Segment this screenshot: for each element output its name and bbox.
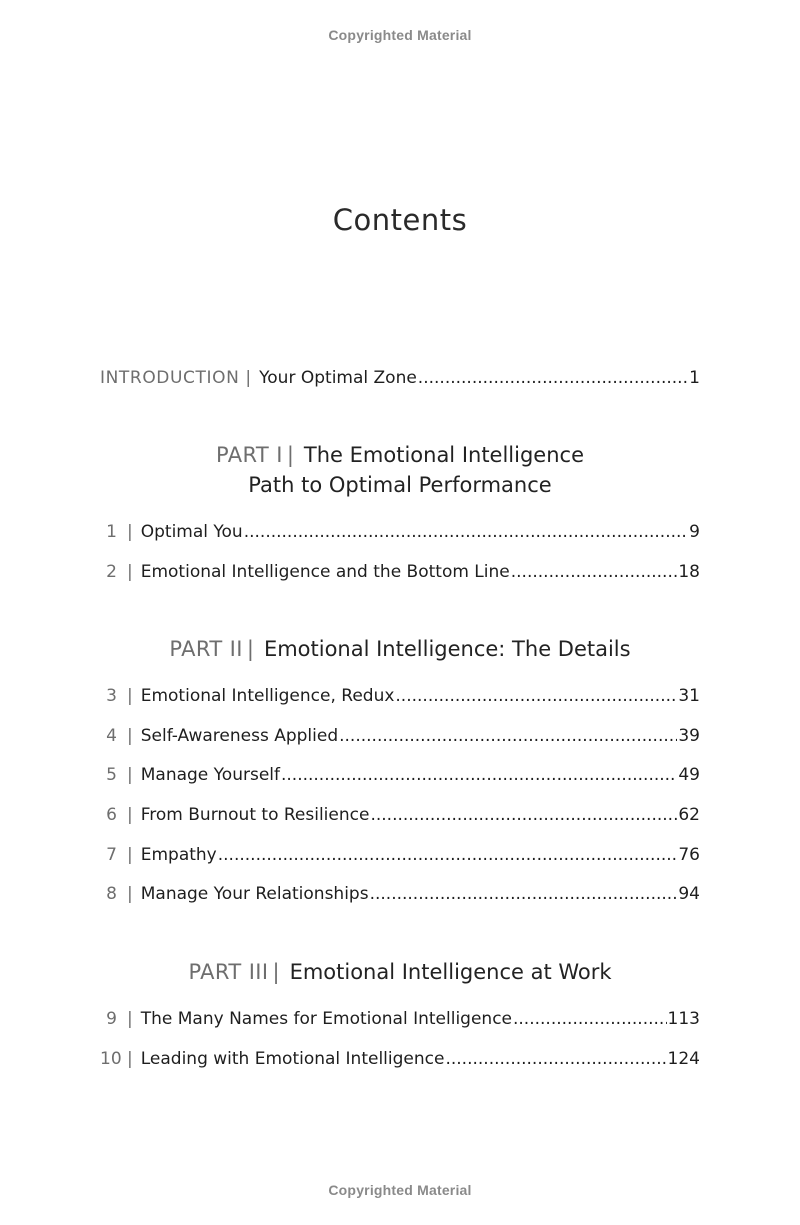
introduction-page-number: 1 bbox=[689, 368, 700, 388]
chapter-number: 6 bbox=[106, 805, 117, 825]
toc-chapter-6[interactable] bbox=[100, 805, 700, 829]
chapter-separator: | bbox=[127, 845, 133, 865]
dot-leader bbox=[513, 1009, 667, 1029]
part-title: Emotional Intelligence: The Details bbox=[263, 637, 631, 661]
chapter-page-number: 31 bbox=[678, 686, 700, 706]
chapter-title: The Many Names for Emotional Intelligence bbox=[140, 1009, 512, 1029]
part-title-line2: Path to Optimal Performance bbox=[248, 473, 552, 497]
page-title: Contents bbox=[332, 203, 468, 237]
chapter-title: Manage Yourself bbox=[140, 765, 280, 785]
chapter-page-number: 39 bbox=[678, 726, 700, 746]
chapter-separator: | bbox=[127, 1009, 133, 1029]
chapter-number: 9 bbox=[106, 1009, 117, 1029]
toc-chapter-9[interactable] bbox=[100, 1009, 700, 1033]
chapter-number: 7 bbox=[106, 845, 117, 865]
chapter-number: 8 bbox=[106, 884, 117, 904]
chapter-page-number: 113 bbox=[667, 1009, 700, 1029]
toc-chapter-8[interactable] bbox=[100, 884, 700, 908]
part-title: Emotional Intelligence at Work bbox=[289, 960, 612, 984]
copyright-watermark-top: Copyrighted Material bbox=[328, 27, 472, 43]
chapter-page-number: 94 bbox=[678, 884, 700, 904]
chapter-title: From Burnout to Resilience bbox=[140, 805, 370, 825]
part-label: PART II bbox=[169, 637, 243, 661]
toc-introduction-entry[interactable] bbox=[100, 368, 700, 388]
dot-leader bbox=[395, 686, 677, 706]
dot-leader bbox=[218, 845, 678, 865]
chapter-number: 1 bbox=[106, 522, 117, 542]
chapter-separator: | bbox=[127, 686, 133, 706]
chapter-number: 10 bbox=[100, 1049, 122, 1069]
introduction-label: INTRODUCTION bbox=[100, 368, 240, 388]
chapter-title: Manage Your Relationships bbox=[140, 884, 369, 904]
part-title: The Emotional Intelligence bbox=[303, 443, 585, 467]
toc-chapter-4[interactable] bbox=[100, 726, 700, 750]
chapter-separator: | bbox=[127, 805, 133, 825]
part-separator: | bbox=[272, 960, 280, 984]
dot-leader bbox=[244, 522, 688, 542]
chapter-page-number: 62 bbox=[678, 805, 700, 825]
dot-leader bbox=[339, 726, 677, 746]
copyright-watermark-bottom: Copyrighted Material bbox=[328, 1182, 472, 1198]
chapter-separator: | bbox=[127, 1049, 133, 1069]
chapter-title: Emotional Intelligence and the Bottom Line bbox=[140, 562, 510, 582]
dot-leader bbox=[445, 1049, 666, 1069]
dot-leader bbox=[370, 884, 678, 904]
chapter-title: Empathy bbox=[140, 845, 217, 865]
chapter-number: 5 bbox=[106, 765, 117, 785]
chapter-page-number: 18 bbox=[678, 562, 700, 582]
chapter-page-number: 124 bbox=[667, 1049, 700, 1069]
chapter-number: 2 bbox=[106, 562, 117, 582]
chapter-title: Leading with Emotional Intelligence bbox=[140, 1049, 445, 1069]
toc-chapter-1[interactable] bbox=[100, 522, 700, 546]
part-separator: | bbox=[286, 443, 294, 467]
chapter-number: 3 bbox=[106, 686, 117, 706]
toc-chapter-10[interactable] bbox=[100, 1049, 700, 1073]
toc-chapter-2[interactable] bbox=[100, 562, 700, 586]
toc-chapter-7[interactable] bbox=[100, 845, 700, 869]
chapter-page-number: 49 bbox=[678, 765, 700, 785]
chapter-separator: | bbox=[127, 726, 133, 746]
dot-leader bbox=[511, 562, 678, 582]
chapter-title: Self-Awareness Applied bbox=[140, 726, 339, 746]
part-label: PART I bbox=[215, 443, 283, 467]
chapter-number: 4 bbox=[106, 726, 117, 746]
part-label: PART III bbox=[188, 960, 269, 984]
chapter-separator: | bbox=[127, 884, 133, 904]
part-3-heading bbox=[0, 957, 800, 987]
part-1-heading bbox=[0, 440, 800, 500]
toc-chapter-3[interactable] bbox=[100, 686, 700, 710]
chapter-separator: | bbox=[127, 562, 133, 582]
introduction-separator: | bbox=[245, 368, 252, 388]
dot-leader bbox=[418, 368, 688, 388]
toc-chapter-5[interactable] bbox=[100, 765, 700, 789]
introduction-title: Your Optimal Zone bbox=[259, 368, 417, 388]
part-2-heading bbox=[0, 634, 800, 664]
dot-leader bbox=[370, 805, 677, 825]
chapter-title: Emotional Intelligence, Redux bbox=[140, 686, 395, 706]
chapter-page-number: 76 bbox=[678, 845, 700, 865]
chapter-page-number: 9 bbox=[689, 522, 700, 542]
chapter-title: Optimal You bbox=[140, 522, 243, 542]
dot-leader bbox=[281, 765, 677, 785]
chapter-separator: | bbox=[127, 765, 133, 785]
part-separator: | bbox=[246, 637, 254, 661]
chapter-separator: | bbox=[127, 522, 133, 542]
